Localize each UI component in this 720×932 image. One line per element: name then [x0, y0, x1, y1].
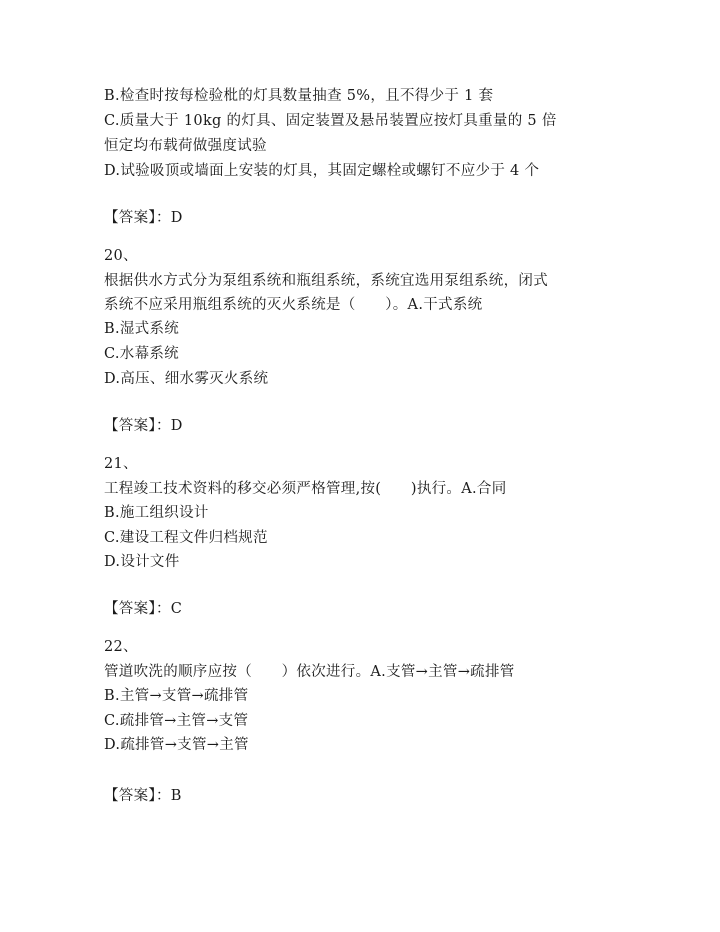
q21-answer: 【答案】：C — [104, 601, 183, 617]
q21-number: 21、 — [104, 456, 138, 472]
q20-answer: 【答案】：D — [104, 418, 183, 434]
q19-option-c-cont: 恒定均布载荷做强度试验 — [104, 138, 267, 154]
q20-option-c: C.水幕系统 — [104, 346, 179, 362]
q21-option-c: C.建设工程文件归档规范 — [104, 530, 268, 546]
q22-option-b: B.主管→支管→疏排管 — [104, 688, 249, 704]
q21-option-b: B.施工组织设计 — [104, 505, 209, 521]
q22-number: 22、 — [104, 639, 138, 655]
q22-stem: 管道吹洗的顺序应按（ ）依次进行。A.支管→主管→疏排管 — [104, 664, 515, 680]
q20-stem-cont: 系统不应采用瓶组系统的灭火系统是（ ）。A.干式系统 — [104, 297, 483, 313]
q19-option-d: D.试验吸顶或墙面上安装的灯具，其固定螺栓或螺钉不应少于 4 个 — [104, 163, 540, 179]
q19-option-c: C.质量大于 10kg 的灯具、固定装置及悬吊装置应按灯具重量的 5 倍 — [104, 113, 557, 129]
q19-option-b: B.检查时按每检验枇的灯具数量抽查 5%，且不得少于 1 套 — [104, 88, 494, 104]
q22-option-d: D.疏排管→支管→主管 — [104, 737, 249, 753]
q21-stem: 工程竣工技术资料的移交必须严格管理,按( )执行。A.合同 — [104, 481, 507, 497]
q20-option-d: D.高压、细水雾灭火系统 — [104, 371, 269, 387]
q22-option-c: C.疏排管→主管→支管 — [104, 713, 249, 729]
q21-option-d: D.设计文件 — [104, 554, 180, 570]
q20-number: 20、 — [104, 248, 138, 264]
q22-answer: 【答案】：B — [104, 788, 182, 804]
q19-answer: 【答案】：D — [104, 210, 183, 226]
q20-option-b: B.湿式系统 — [104, 321, 180, 337]
q20-stem: 根据供水方式分为泵组系统和瓶组系统，系统宜选用泵组系统，闭式 — [104, 273, 548, 289]
